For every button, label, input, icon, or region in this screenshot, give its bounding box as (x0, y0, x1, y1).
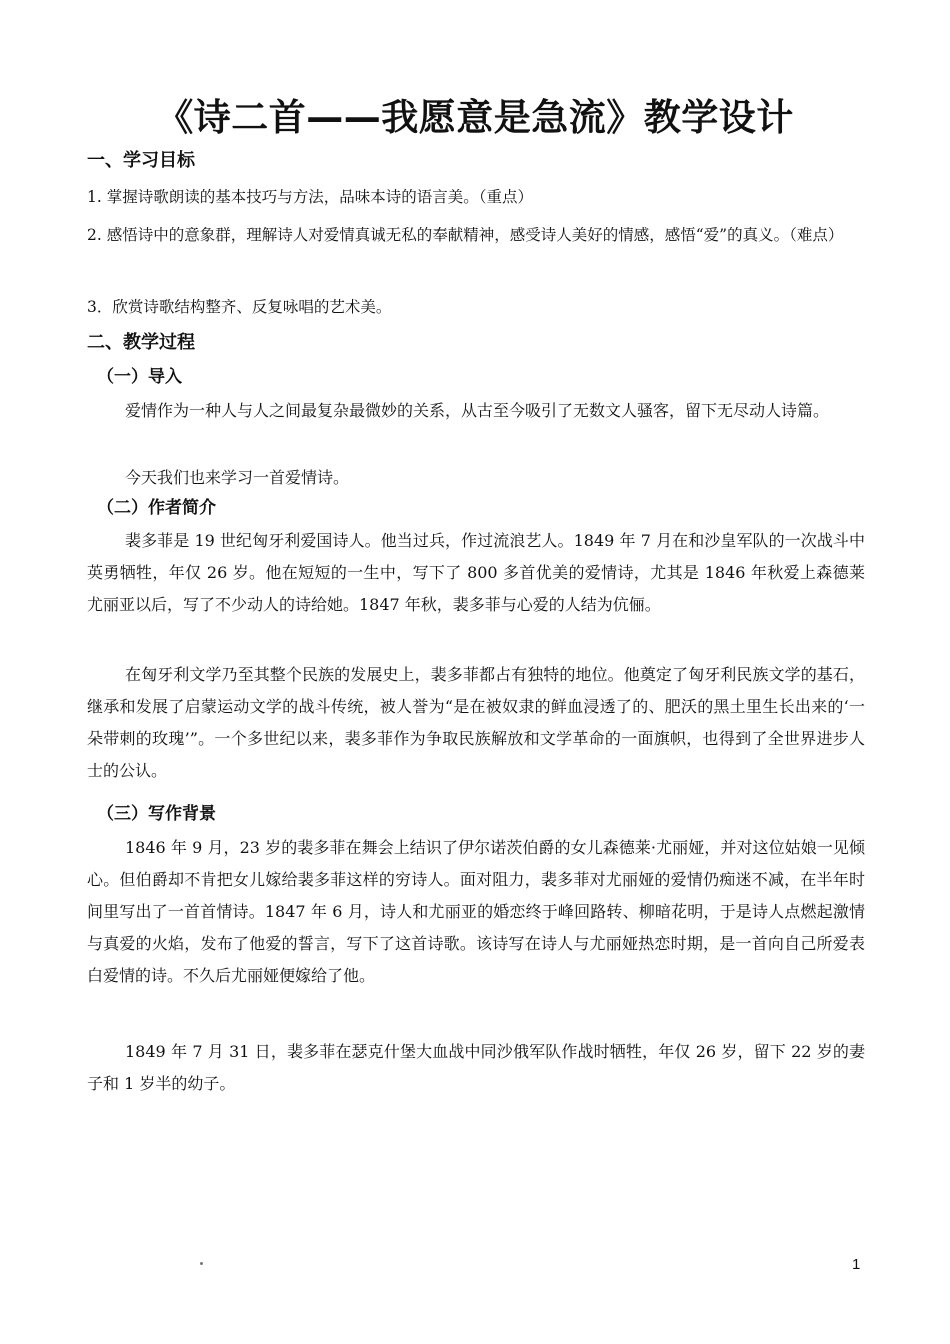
author-paragraph-2: 在匈牙利文学乃至其整个民族的发展史上，裴多菲都占有独特的地位。他奠定了匈牙利民族文学的基石，继承和发展了启蒙运动文学的战斗传统，被人誉为“是在被奴隶的鲜血浸透了的、肥沃的黑土里生长出来的‘一朵带刺的玫瑰’”。一个多世纪以来，裴多菲作为争取民族解放和文学革命的一面旗帜，也得到了全世界进步人士的公认。 (87, 665, 865, 780)
background-paragraph-1: 1846 年 9 月，23 岁的裴多菲在舞会上结识了伊尔诺茨伯爵的女儿森德莱·尤丽娅，并对这位姑娘一见倾心。但伯爵却不肯把女儿嫁给裴多菲这样的穷诗人。面对阻力，裴多菲对尤丽娅的爱情仍痴迷不减，在半年时间里写出了一首首情诗。1847 年 6 月，诗人和尤丽亚的婚恋终于峰回路转、柳暗花明，于是诗人点燃起激情与真爱的火焰，发布了他爱的誓言，写下了这首诗歌。该诗写在诗人与尤丽娅热恋时期，是一首向自己所爱表白爱情的诗。不久后尤丽娅便嫁给了他。 (87, 838, 865, 985)
page-number: 1 (852, 1256, 861, 1273)
section-heading-process: 二、教学过程 (87, 332, 195, 353)
objective-3: 3．欣赏诗歌结构整齐、反复咏唱的艺术美。 (87, 298, 392, 316)
footer-mark (200, 1262, 203, 1265)
section-heading-objectives: 一、学习目标 (87, 150, 195, 171)
subsection-heading-author: （二）作者简介 (97, 498, 216, 518)
author-paragraph-1: 裴多菲是 19 世纪匈牙利爱国诗人。他当过兵，作过流浪艺人。1849 年 7 月在和沙皇军队的一次战斗中英勇牺牲，年仅 26 岁。他在短短的一生中，写下了 800 多首优美的爱情诗，尤其是 1846 年秋爱上森德莱尤丽亚以后，写了不少动人的诗给她。1847 年秋，裴多菲与心爱的人结为伉俪。 (87, 531, 865, 614)
subsection-heading-background: （三）写作背景 (97, 804, 216, 824)
intro-paragraph-1: 爱情作为一种人与人之间最复杂最微妙的关系，从古至今吸引了无数文人骚客，留下无尽动人诗篇。 (125, 401, 830, 420)
subsection-heading-intro: （一）导入 (97, 367, 182, 387)
background-paragraph-2: 1849 年 7 月 31 日，裴多菲在瑟克什堡大血战中同沙俄军队作战时牺牲，年仅 26 岁，留下 22 岁的妻子和 1 岁半的幼子。 (87, 1042, 865, 1093)
objective-2: 2. 感悟诗中的意象群，理解诗人对爱情真诚无私的奉献精神，感受诗人美好的情感，感悟“爱”的真义。（难点） (87, 226, 844, 244)
intro-paragraph-2: 今天我们也来学习一首爱情诗。 (125, 468, 350, 487)
objective-1: 1. 掌握诗歌朗读的基本技巧与方法，品味本诗的语言美。（重点） (87, 188, 533, 206)
page-title: 《诗二首——我愿意是急流》教学设计 (156, 96, 794, 139)
